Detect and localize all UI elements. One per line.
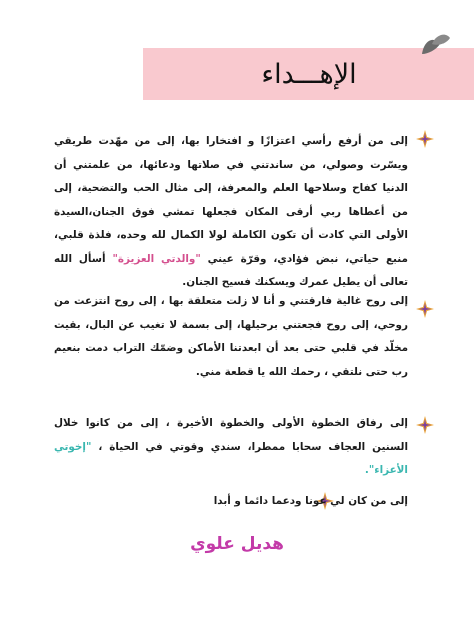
dedication-siblings-text: إلى رفاق الخطوة الأولى والخطوة الأخيرة ، إلى من كانوا خلال السنين العجاف سحابا ممطرا، سندي وقوتي في الحياة ، (54, 417, 408, 453)
author-signature: هديل علوي (190, 534, 284, 554)
dedication-mother-text: إلى من أرفع رأسي اعتزازًا و افتخارا بها، إلى من مهّدت طريقي ويسّرت وصولي، من ساندتني في صلاتها ودعائها، من علمتني أن الدنيا كفاح وسلاحها العلم والمعرفة، إلى مثال الحب والتضحية، إلى من أعطاها ربي أرقى المكان فجعلها تمشي فوق الجنان،السيدة الأولى التي كادت أن تكون الكاملة لولا الكمال لله وحده، فلذة قلبي، منبع حياتي، نبض فؤادي، وقرّة عيني (54, 135, 408, 265)
sparkle-bullet-icon (416, 416, 434, 434)
page-title: الإهـــداء (261, 59, 357, 90)
highlight-mother: "والدتي العزيزة" (112, 252, 201, 265)
sparkle-bullet-icon (416, 300, 434, 318)
sparkle-bullet-icon (416, 130, 434, 148)
dedication-mother (54, 130, 408, 295)
dedication-supporter: إلى من كان لي عونا ودعما دائما و أبدا (213, 495, 408, 507)
dedication-mother-prayer: أسأل الله تعالى أن يطيل عمرك ويسكنك فسيح الجنان. (54, 252, 408, 288)
highlight-siblings: "إخوتي الأعزاء". (54, 440, 408, 476)
dedication-siblings (54, 412, 408, 483)
dedication-departed: إلى روح غالية فارقتني و أنا لا زلت متعلقة بها ، إلى روح انتزعت من روحي، إلى روح فجعتني برحيلها، إلى بسمة لا تغيب عن البال، بقيت مخلّد في قلبي حتى بعد أن ابعدتنا الأماكن وضمّك التراب دمت بنعيم رب حتى نلتقي ، رحمك الله يا قطعة مني. (54, 295, 408, 378)
